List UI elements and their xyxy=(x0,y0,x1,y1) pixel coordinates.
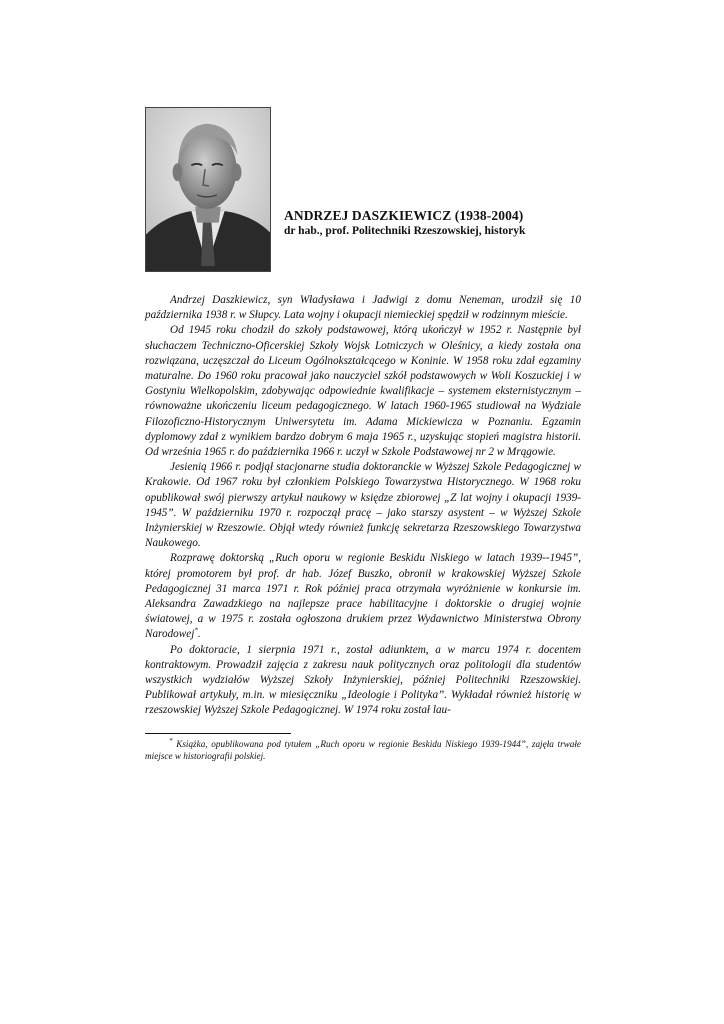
footnote-reference: * xyxy=(194,626,198,635)
biography-text xyxy=(145,293,581,719)
portrait-image xyxy=(146,108,270,271)
paragraph-3: Jesienią 1966 r. podjął stacjonarne studia doktoranckie w Wyższej Szkole Pedagogicznej w Krakowie. Od 1967 roku był członkiem Polskiego Towarzystwa Historycznego. W 1968 roku opublikował swój pierwszy artykuł naukowy w księdze zbiorowej „Z lat wojny i okupacji 1939-1945”. W październiku 1970 r. rozpoczął pracę – jako starszy asystent – w Wyższej Szkole Inżynierskiej w Rzeszowie. Objął wtedy również funkcję sekretarza Rzeszowskiego Towarzystwa Naukowego. xyxy=(145,461,581,550)
paragraph-2: Od 1945 roku chodził do szkoły podstawowej, którą ukończył w 1952 r. Następnie był słuchaczem Techniczno-Oficerskiej Szkoły Wojsk Lotniczych w Oleśnicy, a kiedy została ona rozwiązana, uczęszczał do Liceum Ogólnokształcącego w Koninie. W 1958 roku zdał egzaminy maturalne. Do 1960 roku pracował jako nauczyciel szkół podstawowych w Woli Koszuckiej i w Gostyniu Wielkopolskim, zdobywając odpowiednie kwalifikacje – systemem eksternistycznym – równoważne ukończeniu liceum pedagogicznego. W latach 1960-1965 studiował na Wydziale Filozoficzno-Historycznym Uniwersytetu im. Adama Mickiewicza w Poznaniu. Egzamin dyplomowy zdał z wynikiem bardzo dobrym 6 maja 1965 r., uzyskując stopień magistra historii. Od września 1965 r. do października 1966 r. uczył w Szkole Podstawowej nr 2 w Mrągowie. xyxy=(145,324,581,459)
person-name-title: ANDRZEJ DASZKIEWICZ (1938-2004) xyxy=(284,208,524,223)
paragraph-4-text: Rozprawę doktorską „Ruch oporu w regionie Beskidu Niskiego w latach 1939--1945”, której promotorem był prof. dr hab. Józef Buszko, obronił w krakowskiej Wyższej Szkole Pedagogicznej 31 marca 1971 r. Rok później praca otrzymała wyróżnienie w konkursie im. Aleksandra Zawadzkiego na najlepsze prace habilitacyjne i doktorskie o drugiej wojnie światowej, a w 1975 r. została ogłoszona drukiem przez Wydawnictwo Ministerstwa Obrony Narodowej xyxy=(145,552,581,641)
heading-block xyxy=(284,208,684,239)
paragraph-5: Po doktoracie, 1 sierpnia 1971 r., został adiunktem, a w marcu 1974 r. docentem kontraktowym. Prowadził zajęcia z zakresu nauk politycznych oraz politologii dla studentów wszystkich wydziałów Wyższej Szkoły Inżynierskiej, później Politechniki Rzeszowskiej. Publikował artykuły, m.in. w miesięczniku „Ideologie i Polityka”. Wykładał również historię w rzeszowskiej Wyższej Szkole Pedagogicznej. W 1974 roku został lau- xyxy=(145,643,581,717)
footnote-divider xyxy=(145,733,291,734)
footnote-mark: * xyxy=(169,736,173,745)
portrait-photo xyxy=(145,107,271,272)
paragraph-4: Rozprawę doktorską „Ruch oporu w regionie Beskidu Niskiego w latach 1939--1945”, której promotorem był prof. dr hab. Józef Buszko, obronił w krakowskiej Wyższej Szkole Pedagogicznej 31 marca 1971 r. Rok później praca otrzymała wyróżnienie w konkursie im. Aleksandra Zawadzkiego na najlepsze prace habilitacyjne i doktorskie o drugiej wojnie światowej, a w 1975 r. została ogłoszona drukiem przez Wydawnictwo Ministerstwa Obrony Narodowej*. xyxy=(145,552,581,641)
footnote xyxy=(145,738,581,763)
footnote-text: Książka, opublikowana pod tytułem „Ruch oporu w regionie Beskidu Niskiego 1939-1944”, zajęła trwałe miejsce w historiografii polskiej. xyxy=(145,739,582,762)
person-subtitle: dr hab., prof. Politechniki Rzeszowskiej, historyk xyxy=(284,225,526,237)
paragraph-1: Andrzej Daszkiewicz, syn Władysława i Jadwigi z domu Neneman, urodził się 10 października 1938 r. w Słupcy. Lata wojny i okupacji niemieckiej spędził w rodzinnym mieście. xyxy=(145,294,581,322)
